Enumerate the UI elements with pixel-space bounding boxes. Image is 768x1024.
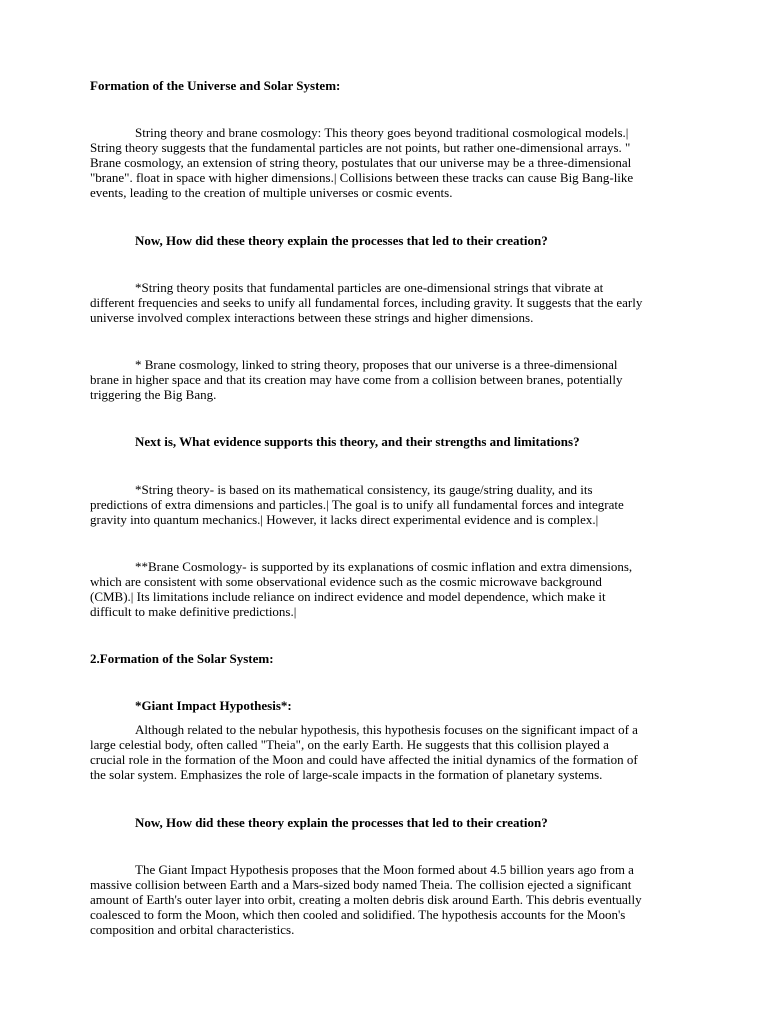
paragraph-line: The Giant Impact Hypothesis proposes that the Moon formed about 4.5 billion years ago from a	[135, 862, 634, 877]
intro-line: Brane cosmology, an extension of string theory, postulates that our universe may be a three-dimensional	[90, 155, 632, 171]
paragraph-line: *String theory- is based on its mathematical consistency, its gauge/string duality, and its	[135, 482, 593, 497]
paragraph-line: * Brane cosmology, linked to string theory, proposes that our universe is a three-dimensional	[135, 357, 618, 372]
giant-impact-subheading: *Giant Impact Hypothesis*:	[135, 698, 292, 713]
paragraph-line: coalesced to form the Moon, which then cooled and solidified. The hypothesis accounts for the Moon's	[90, 907, 626, 923]
paragraph-line: Although related to the nebular hypothesis, this hypothesis focuses on the significant impact of a	[135, 722, 638, 737]
paragraph-line: *String theory posits that fundamental particles are one-dimensional strings that vibrate at	[135, 280, 604, 295]
question-creation-heading: Now, How did these theory explain the processes that led to their creation?	[135, 233, 548, 248]
giant-impact-paragraph	[90, 722, 690, 782]
question-evidence-heading: Next is, What evidence supports this theory, and their strengths and limitations?	[135, 434, 580, 449]
paragraph-line: which are consistent with some observational evidence such as the cosmic microwave background	[90, 574, 602, 590]
intro-paragraph	[90, 125, 690, 200]
brane-evidence-paragraph	[90, 559, 690, 619]
paragraph-line: triggering the Big Bang.	[90, 387, 217, 403]
paragraph-line: (CMB).| Its limitations include reliance on indirect evidence and model dependence, which make it	[90, 589, 606, 605]
paragraph-line: massive collision between Earth and a Mars-sized body named Theia. The collision ejected a significant	[90, 877, 632, 893]
paragraph-line: large celestial body, often called "Theia", on the early Earth. He suggests that this collision played a	[90, 737, 609, 753]
intro-line: "brane". float in space with higher dimensions.| Collisions between these tracks can cause Big Bang-like	[90, 170, 634, 186]
paragraph-line: composition and orbital characteristics.	[90, 922, 295, 938]
paragraph-line: difficult to make definitive predictions.|	[90, 604, 297, 620]
paragraph-line: gravity into quantum mechanics.| However, it lacks direct experimental evidence and is complex.|	[90, 512, 599, 528]
brane-cosmology-paragraph	[90, 357, 690, 402]
paragraph-line: brane in higher space and that its creation may have come from a collision between branes, potentially	[90, 372, 623, 388]
paragraph-line: amount of Earth's outer layer into orbit, creating a molten debris disk around Earth. This debris eventually	[90, 892, 642, 908]
document-title: Formation of the Universe and Solar System:	[90, 78, 341, 93]
paragraph-line: predictions of extra dimensions and particles.| The goal is to unify all fundamental forces and integrate	[90, 497, 624, 513]
paragraph-line: the solar system. Emphasizes the role of large-scale impacts in the formation of planetary systems.	[90, 767, 603, 783]
paragraph-line: **Brane Cosmology- is supported by its explanations of cosmic inflation and extra dimensions,	[135, 559, 633, 574]
giant-impact-explanation-paragraph	[90, 862, 690, 937]
solar-system-heading: 2.Formation of the Solar System:	[90, 651, 274, 666]
paragraph-line: different frequencies and seeks to unify all fundamental forces, including gravity. It suggests that the early	[90, 295, 643, 311]
paragraph-line: crucial role in the formation of the Moon and could have affected the initial dynamics of the formation of	[90, 752, 638, 768]
string-evidence-paragraph	[90, 482, 690, 527]
intro-line: String theory and brane cosmology: This theory goes beyond traditional cosmological models.|	[135, 125, 629, 140]
paragraph-line: universe involved complex interactions between these strings and higher dimensions.	[90, 310, 534, 326]
string-theory-paragraph	[90, 280, 690, 325]
intro-line: String theory suggests that the fundamental particles are not points, but rather one-dimensional arrays. "	[90, 140, 631, 156]
intro-line: events, leading to the creation of multiple universes or cosmic events.	[90, 185, 453, 201]
question-creation-heading-2: Now, How did these theory explain the processes that led to their creation?	[135, 815, 548, 830]
